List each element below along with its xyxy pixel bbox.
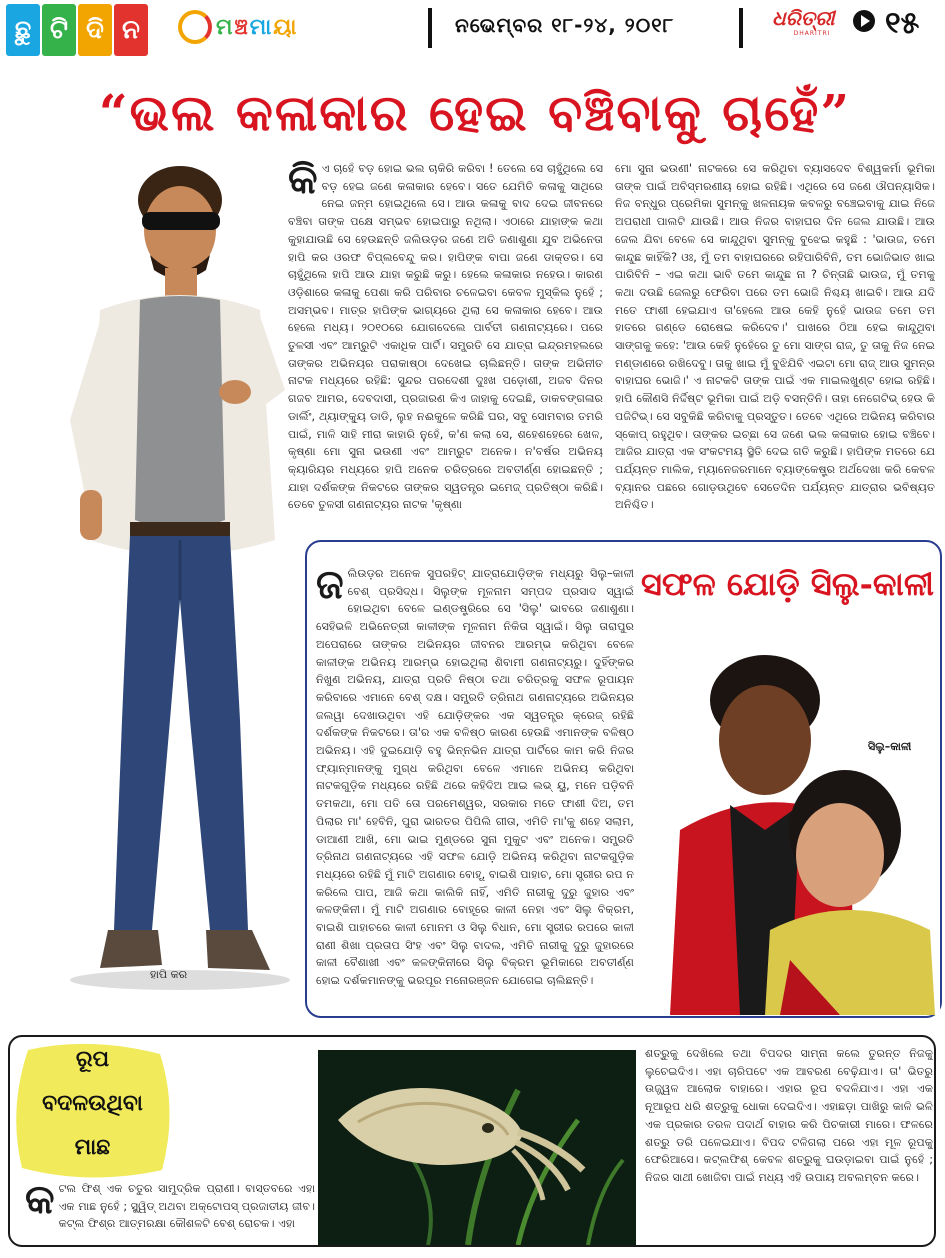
publication-sub: DHARITRI — [793, 30, 831, 37]
supplement-letter: ୟା — [273, 14, 297, 40]
section-letter: ଟି — [42, 4, 76, 56]
supplement-logo — [178, 10, 298, 44]
actor-photo — [30, 160, 300, 1010]
fish-title-line: ରୂପ — [75, 1046, 110, 1072]
divider — [428, 8, 432, 48]
supplement-letter: ମା — [249, 14, 272, 40]
drop-cap: କ — [25, 1180, 55, 1223]
drop-cap: ଜ — [316, 565, 344, 608]
play-icon — [853, 10, 875, 32]
duo-caption: ସିଲୁ–କାଳୀ — [868, 740, 912, 753]
silu-kali-body: ଲିଉଡ଼ର ଅନେକ ସୁପରହିଟ୍ ଯାତ୍ରାଯୋଡ଼ିଙ୍କ ମଧ୍ୟରୁ ସିଲୁ–କାଳୀ ବେଶ୍ ପ୍ରସିଦ୍ଧ। ସିଲୁଙ୍କ ମୂଳନାମ ସମ୍ପଦ ପ୍ରସାଦ ସ୍ୱାଇଁ ହୋଇଥିବା ବେଳେ ଇଣ୍ଡଷ୍ଟ୍ରିରେ ସେ 'ସିଲୁ' ଭାବରେ ଜଣାଶୁଣା। ସେହିଭଳି ଅଭିନେତ୍ରୀ କାଳୀଙ୍କ ମୂଳନାମ ନିକିତା ସ୍ୱାଇଁ। ସିଲୁ ତାରାପୁର ଅପେରାରେ ତାଙ୍କର ଅଭିନୟର ଜୀବନର ଆରମ୍ଭ କରିଥିବା ବେଳେ କାଳୀଙ୍କ ଅଭିନୟ ଆରମ୍ଭ ହୋଇଥିଲା ଶିବାମୀ ଗଣନାଟ୍ୟରୁ। ଦୁହିଁଙ୍କର ନିଖୁଣ ଅଭିନୟ, ଯାତ୍ରା ପ୍ରତି ନିଷ୍ଠା ତଥା ଚରିତ୍ରକୁ ସଫଳ ରୂପାୟନ କରିବାରେ ଏମାନେ ବେଶ୍ ଦକ୍ଷ। ସମ୍ପ୍ରତି ତ୍ରିନାଥ ଗଣନାଟ୍ୟରେ ଅଭିନୟର ଜଲୱା ଦେଖାଉଥିବା ଏହି ଯୋଡ଼ିଙ୍କର ଏକ ସ୍ୱତନ୍ତ୍ର କ୍ରେଜ୍ ରହିଛି ଦର୍ଶକଙ୍କ ନିକଟରେ। ତା'ର ଏକ ବଳିଷ୍ଠ କାରଣ ହେଉଛି ଏମାନଙ୍କ ବଳିଷ୍ଠ ଅଭିନୟ। ଏହି ଦୁଇଯୋଡ଼ି ବହୁ ଭିନ୍ନଭିନ ଯାତ୍ରା ପାର୍ଟିରେ କାମ କରି ନିଜର ଫ୍ୟାନ୍ମାନଙ୍କୁ ମୁଗ୍ଧ କରିଥିବା ବେଳେ ଏମାନେ ଅଭିନୟ କରିଥିବା ନାଟକଗୁଡ଼ିକ ମଧ୍ୟରେ ରହିଛି ଥରେ କହିଦିଅ ଆଇ ଲଭ୍ ୟୁ, ମନେ ପଡ଼ିବନି ତମକଥା, ମୋ ପତି ତୋ ପରମେଶ୍ୱର, ସରକାର ମତେ ଫାଶୀ ଦିଅ, ତମ ପିଲାର ମା' ହେବିନି, ପୁରା ଭାରତର ପିପିଲି ଗୀତା, ଏମିତି ମା'କୁ ଶହେ ସଲାମ, ଡାଆଣୀ ଆଖି, ମୋ ଭାଇ ମୁଣ୍ଡରେ ସୁନା ମୁକୁଟ ଏବଂ ଅନେକ। ସମ୍ପ୍ରତି ତ୍ରିନାଥ ଗଣନାଟ୍ୟରେ ଏହି ସଫଳ ଯୋଡ଼ି ଅଭିନୟ କରିଥିବା ନାଟକଗୁଡ଼ିକ ମଧ୍ୟରେ ରହିଛି ମୁଁ ମାଟି ଅଗଣାର ବୋହୂ, ବାଇଶି ପାହାଚ, ମୋ ସ୍ତ୍ରୀର ରପ ନ କରିଲେ ପାପ, ଆଜି କଥା କାଲିକି ନାହିଁ, ଏମିତି ନାରୀକୁ ଦୁରୁ ଜୁହାର ଏବଂ କଳଙ୍କିନୀ। ମୁଁ ମାଟି ଅଗଣାର ବୋହୂରେ କାଳୀ ନେହା ଏବଂ ସିଲୁ ବିକ୍ରମ, ବାଇଶି ପାହାଚରେ କାଳୀ ମୋନମ ଓ ସିଲୁ ବିଧାନ, ମୋ ସ୍ତ୍ରୀର ରପରେ କାଳୀ ରାଣୀ ଶିଖା ପ୍ରତାପ ସିଂହ ଏବଂ ସିଲୁ ବାଦଲ, ଏମିତି ନାରୀକୁ ଦୁରୁ ଜୁହାରରେ କାଳୀ ବୈଶାଖୀ ଏବଂ କଳଙ୍କିନୀରେ ସିଲୁ ବିକ୍ରମ ଭୂମିକାରେ ଅବତୀର୍ଣ୍ଣ ହୋଇ ଦର୍ଶକମାନଙ୍କୁ ଭରପୂର ମନୋରଞ୍ଜନ ଯୋଗେଇ ଚାଲିଛନ୍ତି। — [316, 567, 634, 988]
fish-title-line: ମାଛ — [74, 1134, 111, 1160]
supplement-letter: ମ — [216, 14, 233, 40]
section-letter: ଦି — [78, 4, 112, 56]
article-column-2: ମୋ ସୁନା ଭଉଣୀ' ନାଟକରେ ସେ କରିଥିବା ବ୍ୟାସଦେବ ବିଶ୍ୱକର୍ମା ଭୂମିକା ତାଙ୍କ ପାଇଁ ଅବିସ୍ମରଣୀୟ ହୋଇ ରହିଛି। ଏଥିରେ ସେ ଜଣେ ଔପନ୍ୟାସିକ। ନିଜ ବନ୍ଧୁର ପ୍ରେମିକା ସୁମନ୍କୁ ଖଳନାୟକ କବଳରୁ ବଞ୍ଚେଇବାକୁ ଯାଇ ନିଜେ ଅପରାଧୀ ପାଲଟି ଯାଉଛି। ଆଉ ନିଜର ବାହାଘର ଦିନ ଜେଲ ଯାଉଛି। ଆଉ ଜେଲ ଯିବା ବେଳେ ସେ କାନ୍ଦୁଥିବା ସୁମନ୍କୁ ବୁଝେଇ କହୁଛି : 'ଭାଉଜ, ତମେ କାନ୍ଦୁଛ କାହିଁକି? ଓଃ, ମୁଁ ତମ ବାହାଘରରେ ରହିପାରିବିନି, ତମ ଭୋଜିଭାତ ଖାଇ ପାରିବିନି – ଏଇ କଥା ଭାବି ତମେ କାନ୍ଦୁଛ ନା ? ଚିନ୍ତାଛି ଭାଉଜ, ମୁଁ ତମକୁ କଥା ଦଉଛି ଜେଲରୁ ଫେରିବା ପରେ ତମ ଭୋଜି ନିଶ୍ଚୟ ଖାଇବି। ଆଉ ଯଦି ମତେ ଫାଶୀ ହେଇଯାଏ ତା'ହେଲେ ଆଉ କେହି ନୁହେଁ ଭାଉଜ ତମେ ତମ ହାତରେ ଗଣ୍ଡେ ରୋଷେଇ କରିଦେବ।' ପାଖରେ ଠିଆ ହେଇ କାନ୍ଦୁଥିବା ସାଙ୍ଗକୁ କହେ: 'ଆଉ କେହି ନୁହେଁରେ ତୁ ମୋ ସାଙ୍ଗ ରାଜ୍, ତୁ ତାକୁ ନିଜ ନେଇ ମଣ୍ଡାଣରେ ରଖିଦେବୁ। ତାକୁ ଖାଇ ମୁଁ ବୁଝିଯିବି ଏଇଟା ମୋ ରାଜ୍ ଆଉ ସୁମନ୍ର ବାହାଘର ଭୋଜି।' ଏ ନାଟକଟି ତାଙ୍କ ପାଇଁ ଏକ ମାଇଲଖୁଣ୍ଟ ହୋଇ ରହିଛି। ହାପି କୌଣସି ନିର୍ଦ୍ଦିଷ୍ଟ ଭୂମିକା ପାଇଁ ଅଡ଼ି ବସନ୍ତିନି। ତାହା ନେଗେଟିଭ୍ ହେଉ କି ପଜିଟିଭ୍। ସେ ସବୁକିଛି କରିବାକୁ ପ୍ରସ୍ତୁତ। ତେବେ ଏଥିରେ ଅଭିନୟ କରିବାର ସ୍କୋପ୍ ରହୁଥିବ। ତାଙ୍କର ଇଚ୍ଛା ସେ ଜଣେ ଭଲ କଳାକାର ହୋଇ ବଞ୍ଚିବେ। ଆଜିର ଯାତ୍ରା ଏକ ସଂକଟମୟ ସ୍ଥିତି ଦେଇ ଗତି କରୁଛି। ହାପିଙ୍କ ମତରେ ଯେ ପର୍ଯ୍ୟନ୍ତ ମାଲିକ, ମ୍ୟାନେଜରମାନେ ବ୍ୟାଙ୍କେଷ୍ଟ୍ର ଅର୍ଥଦେଖା କରି କେବଳ ବ୍ୟାନର ପଛରେ ଗୋଡ଼ଉଥିବେ ସେତେଦିନ ପର୍ଯ୍ୟନ୍ତ ଯାତ୍ରାର ଭବିଷ୍ୟତ ଅନିଶ୍ଚିତ। — [615, 162, 935, 512]
headline: “ଭଲ କଳାକାର ହେଇ ବଞ୍ଚିବାକୁ ଚାହେଁ” — [98, 83, 852, 142]
article-column-1 — [288, 160, 603, 525]
section-title — [6, 4, 148, 56]
section-letter: ନ — [114, 4, 148, 56]
duo-photo — [640, 630, 940, 1015]
fish-body-1: ଟଲ ଫିଶ୍ ଏକ ଚତୁର ସାମୁଦ୍ରିକ ପ୍ରାଣୀ। ବାସ୍ତବରେ ଏହା ଏକ ମାଛ ନୁହେଁ ; ସ୍କ୍ୱିଡ୍ ଅଥବା ଅକ୍ଟୋପସ୍ ପ୍ରଜାତୀୟ ଜୀବ। କଟ୍ଲ ଫିଶ୍ର ଆତ୍ମରକ୍ଷା କୌଶଳଟି ବେଶ୍ ରୋଚକ। ଏହା — [58, 1182, 315, 1231]
fish-text-2: ଶତ୍ରୁକୁ ଦେଖିଲେ ତଥା ବିପଦର ସାମ୍ନା କଲେ ତୁରନ୍ତ ନିଜକୁ ଲୁଚେଇଦିଏ। ଏହା ଚାରିପଟେ ଏକ ଆବରଣ ବେଢ଼ିଯାଏ। ତା' ଭିତରୁ ଉଜ୍ଜ୍ୱଳ ଆଲୋକ ବାହାରେ। ଏହାର ରୂପ ବଦଳିଯାଏ। ଏହା ଏକ ନୂଆରୂପ ଧରି ଶତ୍ରୁକୁ ଧୋକା ଦେଇଦିଏ। ଏହାଛଡ଼ା ପାଖିରୁ କାଳି ଭଳି ଏକ ପ୍ରକାର ତରଳ ପଦାର୍ଥ ବାହାର କରି ପିଚକାରୀ ମାରେ। ଫଳରେ ଶତ୍ରୁ ଡରି ପଳେଇଯାଏ। ବିପଦ ଟଳିଗଲା ପରେ ଏହା ମୂଳ ରୂପକୁ ଫେରିଆସେ। କଟ୍ଲଫିଶ୍ କେବଳ ଶତ୍ରୁକୁ ଘଉଡ଼ାଇବା ପାଇଁ ନୁହେଁ ; ନିଜର ସାଥୀ ଖୋଜିବା ପାଇଁ ମଧ୍ୟ ଏହି ଉପାୟ ଅବଲମ୍ବନ କରେ। — [645, 1047, 933, 1184]
silu-kali-title: ସଫଳ ଯୋଡ଼ି ସିଲୁ-କାଳୀ — [641, 565, 934, 603]
masthead — [0, 0, 945, 62]
article-text: ଏ ଚାହେଁ ବଡ଼ ହୋଇ ଭଲ ଚାକିରି କରିବା ! ତେଲେ ସେ ଚାହୁଁଥିଲେ ସେ ବଡ଼ ହେଇ ଜଣେ କଳାକାର ହେବେ। ସତେ ଯେମିତି କଳାକୁ ସାଥିରେ ନେଇ ଜନ୍ମ ହୋଇଥିଲେ ସେ। ଆଉ କଳାକୁ ବାଦ ଦେଇ ଜୀବନରେ ବଞ୍ଚିବା ତାଙ୍କ ପକ୍ଷେ ସମ୍ଭବ ହୋଇପାରୁ ନଥିଲା। ଏଠାରେ ଯାହାଙ୍କ କଥା କୁହାଯାଉଛି ସେ ହେଉଛନ୍ତି ଜଲିଉଡ଼ର ଜଣେ ଅତି ଜଣାଶୁଣା ଯୁବ ଅଭିନେତା ହାପି କର ଓରଫ ବିପ୍ଲବେନ୍ଦୁ କର। ହାପିଙ୍କ ବାପା ଜଣେ ଡାକ୍ତର। ସେ ଚାହୁଁଥିଲେ ହାପି ଆଉ ଯାହା କରୁଛି କରୁ। ହେଲେ କଳାକାର ନହେଉ। କାରଣ ଓଡ଼ିଶାରେ କଳାକୁ ପେଶା କରି ପରିବାର ଚଳେଇବା କେବଳ ମୁସ୍କିଲ ନୁହେଁ ; ଅସମ୍ଭବ। ମାତ୍ର ହାପିଙ୍କ ଭାଗ୍ୟରେ ଥିଲା ସେ କଳାକାର ହେବେ। ଆଉ ହେଲେ ମଧ୍ୟ। ୨୦୧୦ରେ ଯୋଗଦେଲେ ପାର୍ବତୀ ଗଣନାଟ୍ୟରେ। ପରେ ତୁଳସୀ ଏବଂ ଆମ୍ରୁଟି ଏକାଧିକ ପାର୍ଟି। ସମ୍ପ୍ରତି ସେ ଯାତ୍ରା ଇନ୍ଦ୍ରମହଲରେ ତାଙ୍କର ଅଭିନୟର ପରାକାଷ୍ଠା ଦେଖେଇ ଚାଲିଛନ୍ତି। ତାଙ୍କ ଅଭିନୀତ ନାଟକ ମଧ୍ୟରେ ରହିଛି: ସୁନ୍ଦର ପରଦେଶୀ ଦୁଃଖ ପଡ଼ୋଶୀ, ଅଜବ ଦିନର ଗଜବ ଆମର, ଦେବଦାସୀ, ପ୍ରଜାରଣ କିଏ ଜାହାକୁ ଦେଇଛି, ଡାକବଙ୍ଗଳାର ଡାର୍ଲିଂ, ଥ୍ୟାଙ୍କ୍ୟୁ ଡାଡି, ଲୁହ ନଈକୁଳେ କରିଛି ଘର, ସବୁ ସୋମବାର ତମରି ପାଇଁ, ମାଳି ସାହି ମୀରା କାହାରି ନୁହେଁ, କ'ଣ କଲା ସେ, ଶହେଶହେରେ ଖେଳ, କୃଷ୍ଣା ମୋ ସୁନା ଭଉଣୀ ଏବଂ ଆମ୍ରୁଟ ଅନେକ। ନ'ବର୍ଷର ଅଭିନୟ କ୍ୟାରିୟର ମଧ୍ୟରେ ହାପି ଅନେକ ଚରିତ୍ରରେ ଅବତୀର୍ଣ୍ଣ ହୋଇଛନ୍ତି ; ଯାହା ଦର୍ଶକଙ୍କ ନିକଟରେ ତାଙ୍କର ସ୍ୱତନ୍ତ୍ର ଇମେଜ୍ ପ୍ରତିଷ୍ଠା କରିଛି। ତେବେ ତୁଳସୀ ଗଣନାଟ୍ୟର ନାଟକ 'କୃଷ୍ଣା — [288, 162, 603, 512]
cuttlefish-photo — [318, 1050, 636, 1245]
fish-title — [10, 1040, 175, 1180]
supplement-letter: ଞ୍ଚ — [234, 14, 248, 40]
fish-text-1 — [25, 1180, 315, 1242]
divider — [739, 8, 743, 48]
issue-date: ନଭେମ୍ବର ୧୮-୨୪, ୨୦୧୮ — [455, 13, 675, 37]
fish-title-line: ବଦଳଉଥିବା — [42, 1090, 143, 1116]
section-letter: ଛୁ — [6, 4, 40, 56]
silu-kali-text — [316, 565, 634, 1005]
publication-name: ଧରିତ୍ରୀ — [772, 6, 835, 30]
photo-caption: ହାପି କର — [150, 968, 188, 981]
drop-cap: କି — [288, 160, 318, 203]
publication-logo — [772, 6, 852, 37]
page-number: ୧୫ — [885, 6, 920, 41]
swirl-icon — [178, 10, 212, 44]
